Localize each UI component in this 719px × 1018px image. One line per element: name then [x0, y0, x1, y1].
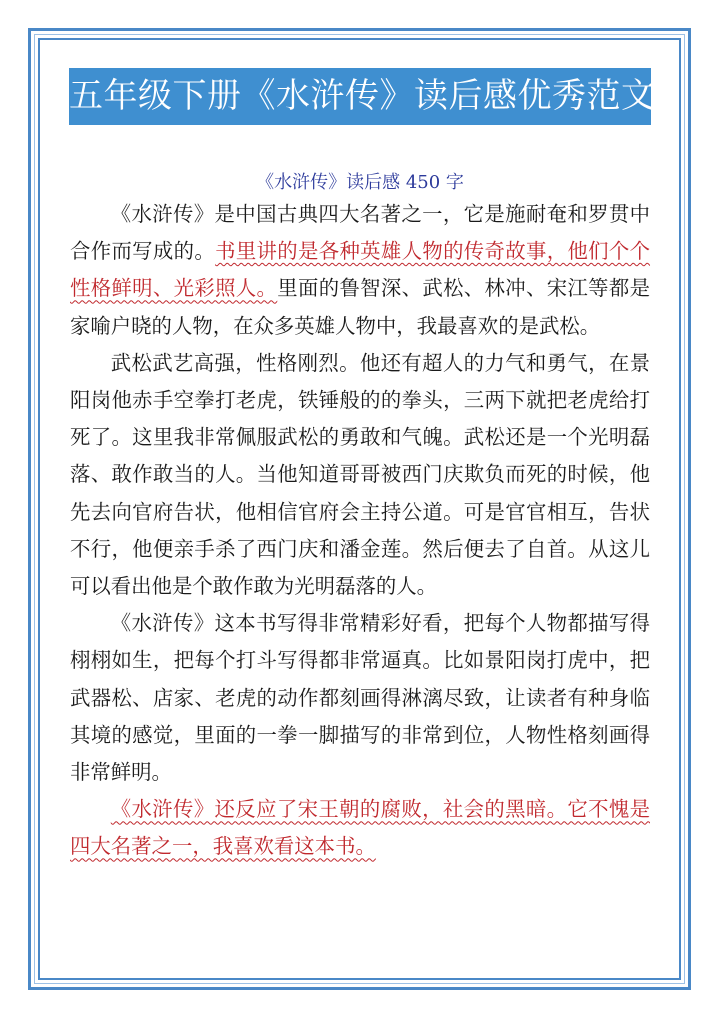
article-body [70, 196, 650, 866]
paragraph-2: 武松武艺高强，性格刚烈。他还有超人的力气和勇气，在景阳岗他赤手空拳打老虎，铁锤般的的拳头，三两下就把老虎给打死了。这里我非常佩服武松的勇敢和气魄。武松还是一个光明磊落、敢作敢当的人。当他知道哥哥被西门庆欺负而死的时候，他先去向官府告状，他相信官府会主持公道。可是官官相互，告状不行，他便亲手杀了西门庆和潘金莲。然后便去了自首。从这儿可以看出他是个敢作敢为光明磊落的人。 [70, 350, 650, 599]
paragraph-4 [70, 791, 650, 865]
paragraph-1-highlight: 书里讲的是各种英雄人物的传奇故事，他们个个性格鲜明、光彩照人。 [70, 239, 651, 301]
paragraph-1 [70, 196, 650, 345]
paragraph-1-text-b: 里面的鲁智深、武松、林冲、宋江等都是家喻户晓的人物，在众多英雄人物中，我最喜欢的是武松。 [70, 276, 651, 338]
article-subtitle: 《水浒传》读后感 450 字 [256, 172, 464, 193]
paragraph-4-highlight: 《水浒传》还反应了宋王朝的腐败，社会的黑暗。它不愧是四大名著之一，我喜欢看这本书。 [70, 797, 650, 859]
paragraph-1-text-a: 《水浒传》是中国古典四大名著之一，它是施耐奄和罗贯中合作而写成的。 [70, 202, 650, 264]
title-banner [69, 68, 656, 125]
page-title: 五年级下册《水浒传》读后感优秀范文 [69, 76, 656, 116]
paragraph-3: 《水浒传》这本书写得非常精彩好看，把每个人物都描写得栩栩如生，把每个打斗写得都非常逼真。比如景阳岗打虎中，把武器松、店家、老虎的动作都刻画得淋漓尽致，让读者有种身临其境的感觉，里面的一拳一脚描写的非常到位，人物性格刻画得非常鲜明。 [70, 611, 650, 785]
